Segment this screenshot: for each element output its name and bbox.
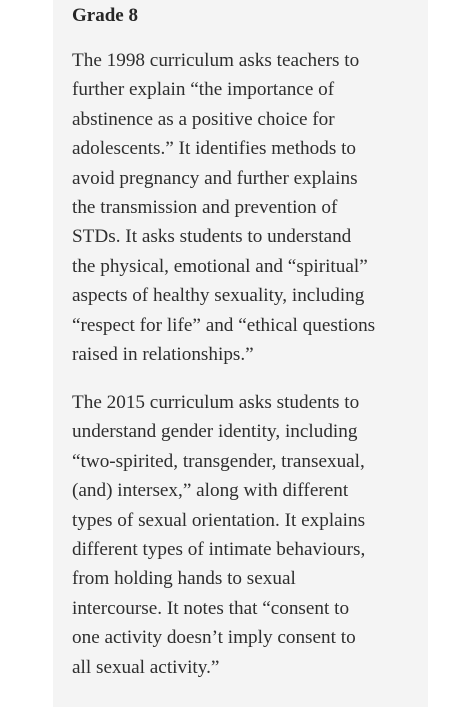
paragraph-line: raised in relationships.” [72,344,254,366]
paragraph-line: understand gender identity, including [72,421,358,443]
paragraph-line: further explain “the importance of [72,79,335,101]
paragraph-line: avoid pregnancy and further explains [72,167,358,189]
paragraph-line: different types of intimate behaviours, [72,539,366,561]
paragraph-line: the physical, emotional and “spiritual” [72,255,368,277]
paragraph-line: The 1998 curriculum asks teachers to [72,50,360,71]
paragraph-line: aspects of healthy sexuality, including [72,285,365,307]
paragraph-line: abstinence as a positive choice for [72,108,335,130]
paragraph-line: one activity doesn’t imply consent to [72,627,356,649]
section-heading: Grade 8 [72,5,138,26]
paragraph-line: types of sexual orientation. It explains [72,509,366,531]
paragraph-line: intercourse. It notes that “consent to [72,597,350,619]
paragraph-1998-curriculum [72,46,417,369]
paragraph-line: (and) intersex,” along with different [72,480,349,502]
paragraph-line: all sexual activity.” [72,656,220,678]
paragraph-line: “respect for life” and “ethical questions [72,314,376,336]
paragraph-line: The 2015 curriculum asks students to [72,392,360,413]
paragraph-line: the transmission and prevention of [72,197,338,219]
paragraph-line: “two-spirited, transgender, transexual, [72,450,365,472]
paragraph-line: adolescents.” It identifies methods to [72,138,357,160]
paragraph-line: from holding hands to sexual [72,568,296,590]
paragraph-line: STDs. It asks students to understand [72,226,352,248]
paragraph-2015-curriculum [72,388,417,682]
